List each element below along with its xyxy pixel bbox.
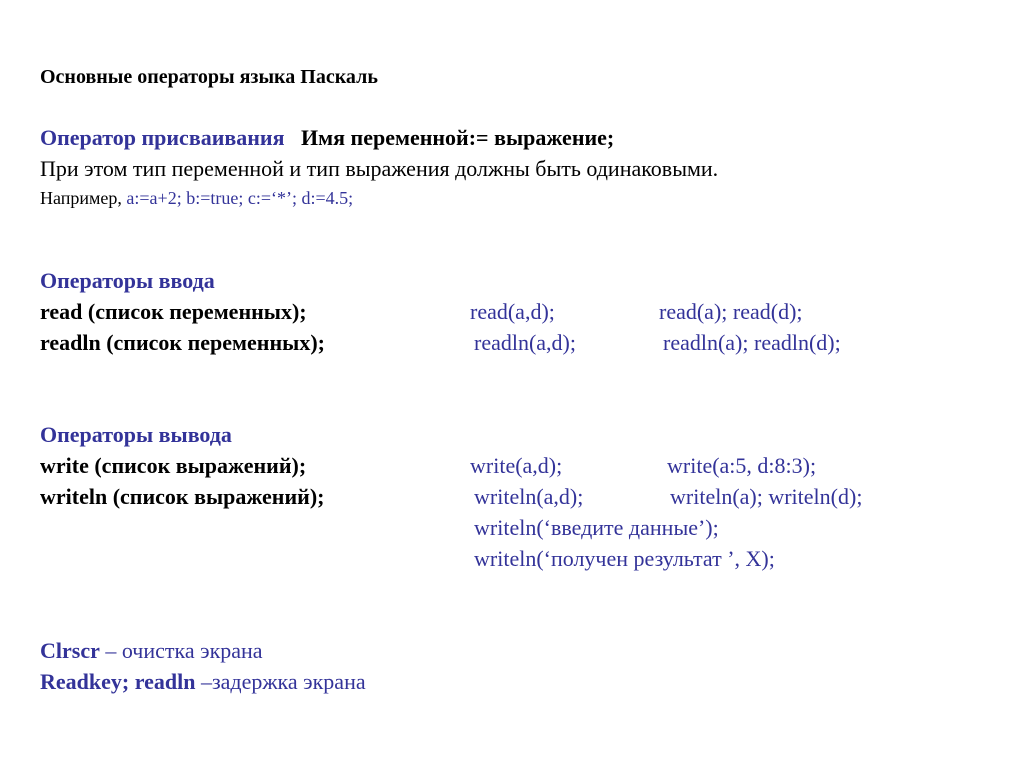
readln-keyword: readln (40, 330, 101, 355)
output-heading: Операторы вывода (40, 422, 232, 447)
assignment-note: При этом тип переменной и тип выражения должны быть одинаковыми. (40, 156, 719, 181)
input-syntax-readln: readln (список переменных); (40, 330, 325, 355)
assignment-example (40, 189, 353, 207)
output-example-prompt: writeln(‘введите данные’); (474, 515, 719, 540)
readkey-keyword: Readkey; readln (40, 669, 196, 694)
input-example-read-2: read(a); read(d); (659, 299, 803, 324)
readkey-line (40, 671, 366, 693)
write-keyword: write (40, 453, 89, 478)
output-example-writeln-2: writeln(a); writeln(d); (670, 484, 863, 509)
input-heading: Операторы ввода (40, 268, 215, 293)
assignment-line (40, 127, 614, 149)
example-code: a:=a+2; b:=true; c:=‘*’; d:=4.5; (126, 188, 354, 208)
writeln-keyword: writeln (40, 484, 108, 509)
assignment-syntax: Имя переменной:= выражение; (301, 125, 615, 150)
assignment-heading: Оператор присваивания (40, 125, 285, 150)
output-example-write-1: write(a,d); (470, 453, 563, 478)
output-example-write-2: write(a:5, d:8:3); (667, 453, 817, 478)
input-example-read-1: read(a,d); (470, 299, 555, 324)
clrscr-line (40, 640, 263, 662)
example-prefix: Например, (40, 188, 127, 208)
output-syntax-writeln: writeln (список выражений); (40, 484, 325, 509)
read-keyword: read (40, 299, 83, 324)
input-example-readln-1: readln(a,d); (474, 330, 576, 355)
output-example-writeln-1: writeln(a,d); (474, 484, 584, 509)
output-example-result: writeln(‘получен результат ’, X); (474, 546, 775, 571)
clrscr-description: – очистка экрана (99, 638, 263, 663)
input-example-readln-2: readln(a); readln(d); (663, 330, 841, 355)
readkey-description: –задержка экрана (195, 669, 366, 694)
clrscr-keyword: Clrscr (40, 638, 100, 663)
input-syntax-read: read (список переменных); (40, 299, 307, 324)
output-syntax-write: write (список выражений); (40, 453, 307, 478)
page-title: Основные операторы языка Паскаль (40, 66, 378, 88)
